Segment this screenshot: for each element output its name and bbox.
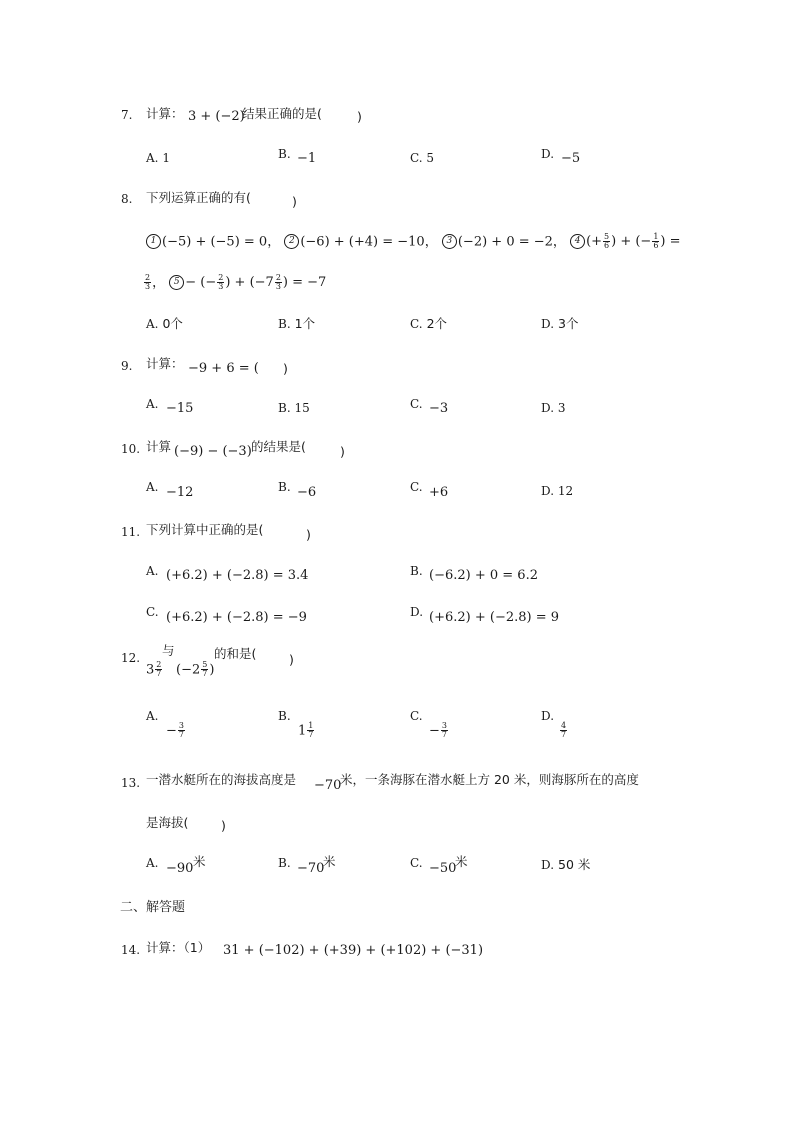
q12-option-b-value: 1 $\frac{1}{7}$	[298, 721, 314, 740]
q12-option-d-letter[interactable]: D.	[541, 709, 555, 723]
q7-option-b-value: −1	[297, 151, 317, 166]
q12-option-c-letter[interactable]: C.	[410, 709, 423, 723]
q13-close-paren: )	[221, 818, 226, 833]
q7-tail: 结果正确的是(	[242, 106, 322, 121]
q13-option-a-letter[interactable]: A.	[146, 856, 159, 870]
q10-option-c-letter[interactable]: C.	[410, 480, 423, 494]
q10-option-c-value: +6	[429, 485, 449, 500]
q7-close-paren: )	[357, 109, 362, 124]
q8-item-4: (+ $\frac{5}{6}$ ) + (− $\frac{1}{6}$ ) =	[586, 232, 681, 251]
q14-expression: 31 + (−102) + (+39) + (+102) + (−31)	[223, 943, 484, 958]
q8-item-3: (−2) + 0 = −2，	[457, 234, 566, 250]
circle-4-icon: 4	[570, 234, 585, 249]
q7-option-b-letter[interactable]: B.	[278, 147, 291, 161]
circle-5-icon: 5	[169, 275, 184, 290]
q13-number: 13.	[121, 776, 141, 790]
q12-number: 12.	[121, 651, 141, 665]
q10-close-paren: )	[340, 444, 345, 459]
q12-option-b-letter[interactable]: B.	[278, 709, 291, 723]
q8-item-5: − (− $\frac{2}{3}$ ) + (−7 $\frac{2}{3}$ ) = −7	[185, 273, 327, 292]
q9-option-a-letter[interactable]: A.	[146, 397, 159, 411]
q9-expression: −9 + 6 = (	[188, 361, 259, 376]
q7-option-c[interactable]: C. 5	[410, 151, 435, 165]
q7-expression: 3 + (−2)	[188, 109, 245, 124]
q10-option-a-letter[interactable]: A.	[146, 480, 159, 494]
q8-close-paren: )	[292, 194, 297, 209]
q11-option-c-letter[interactable]: C.	[146, 605, 159, 619]
q12-option-d-value: $\frac{4}{7}$	[561, 721, 567, 740]
q8-number: 8.	[121, 192, 133, 206]
q9-option-d[interactable]: D. 3	[541, 401, 566, 415]
q9-option-c-letter[interactable]: C.	[410, 397, 423, 411]
q13-option-c-letter[interactable]: C.	[410, 856, 423, 870]
q12-tail: 的和是(	[214, 646, 257, 661]
q7-label: 计算：	[146, 106, 184, 121]
q12-mixed-number-1: 3 $\frac{2}{7}$	[146, 660, 162, 679]
q13-option-c-value: −50	[429, 861, 457, 876]
q11-option-a-value: (+6.2) + (−2.8) = 3.4	[166, 568, 309, 583]
q11-text: 下列计算中正确的是(	[146, 522, 264, 537]
q11-option-b-value: (−6.2) + 0 = 6.2	[429, 568, 538, 583]
q12-with: 与	[162, 643, 175, 658]
q12-mixed-number-2: (−2 $\frac{5}{7}$ )	[176, 660, 215, 679]
q13-option-c-unit: 米	[455, 854, 468, 869]
q8-fraction-continued: $\frac{2}{3}$	[145, 273, 151, 292]
q8-items-line1	[146, 233, 681, 251]
q12-option-c-value: − $\frac{3}{7}$	[429, 721, 447, 740]
q11-option-a-letter[interactable]: A.	[146, 564, 159, 578]
q14-number: 14.	[121, 943, 141, 957]
section-title: 二、解答题	[120, 900, 186, 915]
q13-value: −70	[314, 778, 342, 793]
q12-close-paren: )	[289, 652, 294, 667]
circle-2-icon: 2	[284, 234, 299, 249]
q13-option-a-value: −90	[166, 861, 194, 876]
q13-option-b-unit: 米	[323, 854, 336, 869]
q11-option-d-value: (+6.2) + (−2.8) = 9	[429, 610, 560, 625]
q10-label: 计算	[146, 439, 172, 454]
q9-number: 9.	[121, 359, 133, 373]
q8-option-c[interactable]: C. 2个	[410, 316, 448, 331]
q13-option-b-value: −70	[297, 861, 325, 876]
q12-option-a-value: − $\frac{3}{7}$	[166, 721, 184, 740]
q8-item-1: (−5) + (−5) = 0，	[162, 234, 281, 250]
q7-option-a[interactable]: A. 1	[146, 151, 170, 165]
q9-close-paren: )	[283, 361, 288, 376]
q14-label: 计算：（1）	[146, 940, 211, 955]
q12-option-a-letter[interactable]: A.	[146, 709, 159, 723]
q7-number: 7.	[121, 108, 133, 122]
q8-option-b[interactable]: B. 1个	[278, 316, 316, 331]
q13-option-b-letter[interactable]: B.	[278, 856, 291, 870]
q13-text-2: 米，一条海豚在潜水艇上方 20 米，则海豚所在的高度	[340, 772, 639, 787]
q11-option-b-letter[interactable]: B.	[410, 564, 423, 578]
q9-label: 计算：	[146, 356, 184, 371]
q9-option-b[interactable]: B. 15	[278, 401, 310, 415]
q10-option-b-value: −6	[297, 485, 317, 500]
q13-line-2: 是海拔(	[146, 815, 189, 830]
q8-text: 下列运算正确的有(	[146, 190, 251, 205]
q10-option-d[interactable]: D. 12	[541, 484, 574, 498]
q11-close-paren: )	[306, 527, 311, 542]
q11-option-d-letter[interactable]: D.	[410, 605, 424, 619]
q7-option-d-letter[interactable]: D.	[541, 147, 555, 161]
q8-item-2: (−6) + (+4) = −10，	[300, 234, 438, 250]
q13-option-a-unit: 米	[193, 854, 206, 869]
circle-1-icon: 1	[146, 234, 161, 249]
q10-option-a-value: −12	[166, 485, 194, 500]
q8-option-a[interactable]: A. 0个	[146, 316, 183, 331]
q11-option-c-value: (+6.2) + (−2.8) = −9	[166, 610, 307, 625]
q10-option-b-letter[interactable]: B.	[278, 480, 291, 494]
q8-items-line2: $\frac{2}{3}$ ， 5 − (− $\frac{2}{3}$ ) + (−7 $\frac{2}{3}$ ) = −7	[145, 273, 327, 292]
q13-option-d[interactable]: D. 50 米	[541, 857, 591, 872]
q10-expression: (−9) − (−3)	[174, 444, 252, 459]
q10-tail: 的结果是(	[251, 439, 306, 454]
q8-option-d[interactable]: D. 3个	[541, 316, 579, 331]
q9-option-c-value: −3	[429, 401, 449, 416]
q11-number: 11.	[121, 525, 141, 539]
q9-option-a-value: −15	[166, 401, 194, 416]
q7-option-d-value: −5	[561, 151, 581, 166]
q10-number: 10.	[121, 442, 141, 456]
circle-3-icon: 3	[442, 234, 457, 249]
q13-text-1: 一潜水艇所在的海拔高度是	[146, 772, 297, 787]
